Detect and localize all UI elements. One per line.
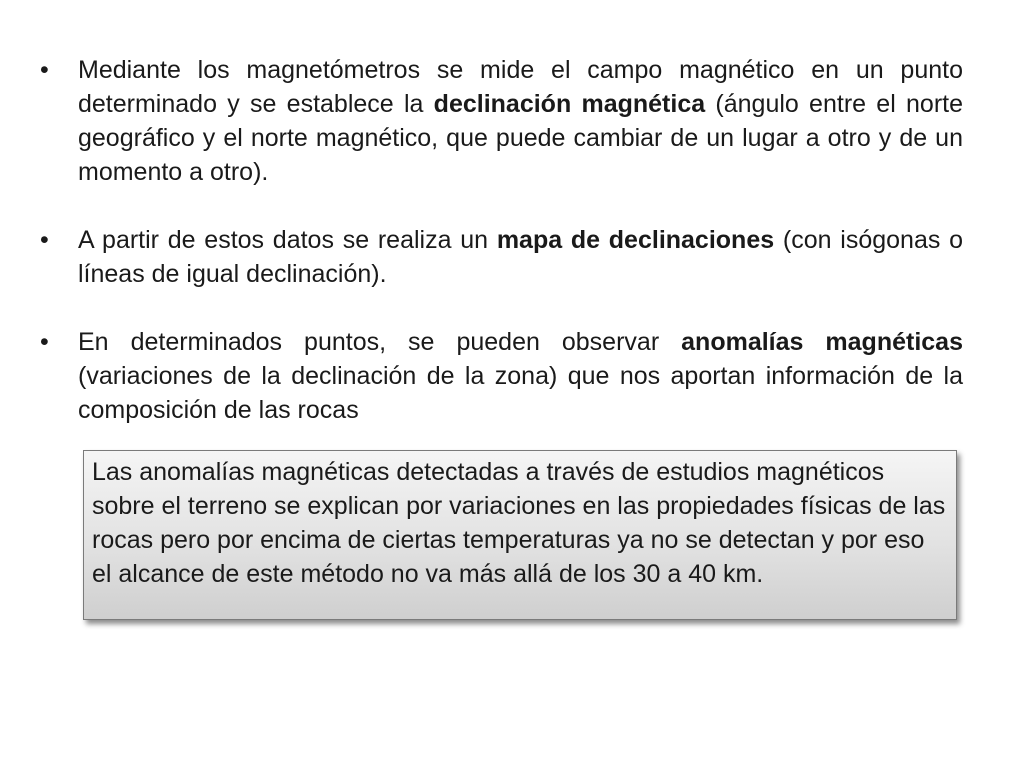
bullet-text-segment: (variaciones de la declinación de la zona) que nos aportan información de la composición de las rocas bbox=[78, 362, 963, 424]
bullet-text-bold-term: anomalías magnéticas bbox=[681, 328, 963, 356]
bullet-text bbox=[78, 56, 963, 186]
bullet-marker: • bbox=[40, 56, 49, 84]
bullet-marker: • bbox=[40, 226, 49, 254]
note-box bbox=[83, 450, 957, 620]
bullet-text bbox=[78, 328, 963, 424]
bullet-item bbox=[40, 53, 963, 189]
bullet-marker: • bbox=[40, 328, 49, 356]
bullet-text bbox=[78, 226, 963, 288]
bullet-text-segment: A partir de estos datos se realiza un bbox=[78, 226, 497, 254]
bullet-item bbox=[40, 223, 963, 291]
bullet-text-segment: En determinados puntos, se pueden observar bbox=[78, 328, 682, 356]
bullet-text-segment: Mediante los magnetómetros se mide el campo magnético en un punto determinado y se establece la bbox=[78, 56, 963, 118]
bullet-text-segment: (con isógonas o líneas de igual declinación). bbox=[78, 226, 963, 288]
bullet-text-segment: (ángulo entre el norte geográfico y el norte magnético, que puede cambiar de un lugar a otro y de un momento a otro). bbox=[78, 90, 964, 186]
bullet-text-bold-term: mapa de declinaciones bbox=[496, 226, 775, 254]
bullet-text-bold-term: declinación magnética bbox=[433, 90, 706, 118]
bullet-item bbox=[40, 325, 963, 427]
bullet-list bbox=[40, 53, 963, 427]
note-text: Las anomalías magnéticas detectadas a través de estudios magnéticos sobre el terreno se explican por variaciones en las propiedades físicas de las rocas pero por encima de ciertas temperaturas ya no se detectan y por eso el alcance de este método no va más allá de los 30 a 40 km. bbox=[92, 458, 946, 588]
